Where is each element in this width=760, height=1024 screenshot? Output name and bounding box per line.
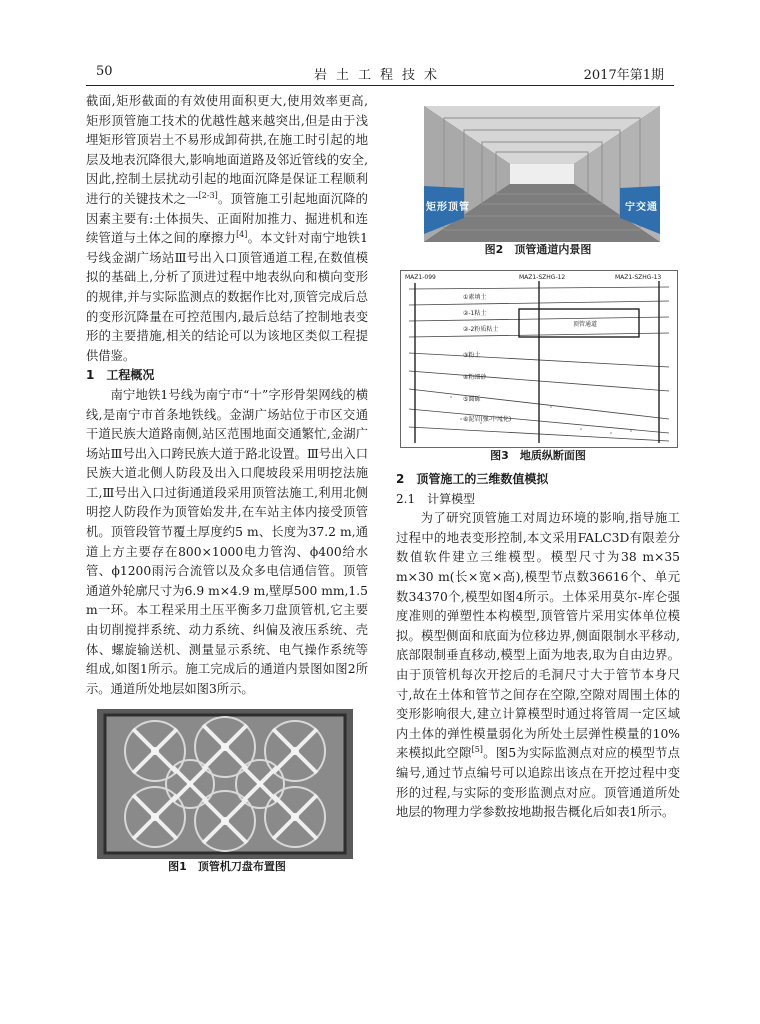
issue-label: 2017年第1期 — [583, 68, 664, 83]
figure-2 — [396, 106, 680, 258]
layer-sand-label: ④粉细砂 — [463, 374, 487, 381]
bore-mid-label: MAZ1-SZHG-12 — [519, 274, 566, 281]
layer-clay2-label: ②-2粉质粘土 — [463, 326, 499, 333]
section-2-title: 2 顶管施工的三维数值模拟 — [396, 472, 549, 486]
project-overview-paragraph: 南宁地铁1号线为南宁市“十”字形骨架网线的横线,是南宁市首条地铁线。金湖广场站位于市区交通干道民族大道路南侧,站区范围地面交通繁忙,金湖广场站Ⅲ号出入口跨民族大道于路北设置。Ⅲ号出入口民族大道北侧人防段及出入口爬坡段采用明挖法施工,Ⅲ号出入口过街通道段采用顶管法施工,利用北侧明挖人防段作为顶管始发井,在车站主体内接受顶管机。顶管段管节覆土厚度约5 m、长度为37.2 m,通道上方主要存在800×1000电力管沟、ϕ400给水管、ϕ1200雨污合流管以及众多电信通信管。顶管通道外轮廓尺寸为6.9 m×4.9 m,壁厚500 mm,1.5 m一环。本工程采用土压平衡多刀盘顶管机,它主要由切削搅拌系统、动力系统、纠偏及液压系统、壳体、螺旋输送机、测量显示系统、电气操作系统等组成,如图1所示。施工完成后的通道内景图如图2所示。通道所处地层如图3所示。 — [86, 387, 368, 696]
model-paragraph: 为了研究顶管施工对周边环境的影响,指导施工过程中的地表变形控制,本文采用FALC3D有限差分数值软件建立三维模型。模型尺寸为38 m×35 m×30 m(长×宽×高),模型节点数36616个、单元数34370个,模型如图4所示。土体采用莫尔-库仑强度准则的弹塑性本构模型,顶管管片采用实体单位模拟。模型侧面和底面为位移边界,侧面限制水平移动,底部限制垂直移动,模型上面为地表,取为自由边界。由于顶管机每次开挖后的毛洞尺寸大于管节本身尺寸,故在土体和管节之间存在空隙,空隙对周围土体的变形影响很大,建立计算模型时通过将管周一定区域内土体的弹性模量弱化为所处土层弹性模量的10%来模拟此空隙[5]。图5为实际监测点对应的模型节点编号,通过节点编号可以追踪出该点在开挖过程中变形的过程,与实际的变形监测点对应。顶管通道所处地层的物理力学参数按地勘报告概化后如表1所示。 — [396, 511, 680, 820]
geology-profile-drawing — [401, 271, 677, 447]
tunnel-photo — [424, 106, 660, 242]
layer-clay1-label: ②-1粘土 — [463, 310, 487, 317]
right-column — [396, 92, 680, 823]
figure-1-caption: 图1 顶管机刀盘布置图 — [168, 860, 286, 874]
figure-2-caption: 图2 顶管通道内景图 — [484, 243, 592, 256]
page-header — [96, 64, 664, 84]
layer-silt-label: ③粉土 — [463, 352, 481, 359]
cutterhead-drawing — [97, 709, 353, 859]
layer-mud-label: ⑥泥岩(强-中风化) — [463, 416, 512, 423]
bore-right-label: MAZ1-SZHG-13 — [615, 274, 662, 281]
page-number: 50 — [96, 64, 113, 79]
layer-fill-label: ①素填土 — [463, 294, 487, 301]
tunnel-drawing — [424, 106, 660, 242]
figure-1 — [86, 709, 368, 875]
journal-title: 岩土工程技术 — [313, 68, 446, 83]
pipe-label: 顶管通道 — [573, 321, 598, 328]
intro-paragraph: 截面,矩形截面的有效使用面积更大,使用效率更高,矩形顶管施工技术的优越性越来越突出,但是由于浅埋矩形管顶岩土不易形成卸荷拱,在施工时引起的地层及地表沉降很大,影响地面道路及邻近管线的安全,因此,控制土层扰动引起的地面沉降是保证工程顺利进行的关键技术之一[2-3]。顶管施工引起地面沉降的因素主要有:土体损失、正面附加推力、掘进机和连续管道与土体之间的摩擦力[4]。本文针对南宁地铁1号线金湖广场站Ⅲ号出入口顶管通道工程,在数值模拟的基础上,分析了顶进过程中地表纵向和横向变形的规律,并与实际监测点的数据作比对,顶管完成后总的变形沉降量在可控范围内,最后总结了控制地表变形的主要措施,相关的结论可以为该地区类似工程提供借鉴。 — [86, 94, 368, 363]
subsection-2-1-title: 2.1 计算模型 — [396, 491, 476, 506]
banner-right-text: 宁交通 — [625, 202, 658, 213]
header-rule — [86, 85, 674, 86]
cutterhead-photo — [97, 709, 353, 859]
bore-left-label: MAZ1-099 — [405, 274, 436, 281]
figure-3-caption: 图3 地质纵断面图 — [490, 449, 586, 462]
banner-left-text: 矩形顶管 — [426, 202, 470, 213]
layer-gravel-label: ⑤圆砾 — [463, 396, 481, 403]
section-1-title: 1 工程概况 — [86, 368, 155, 383]
figure-3 — [396, 270, 680, 464]
geology-profile — [400, 270, 678, 448]
left-column — [86, 92, 368, 875]
